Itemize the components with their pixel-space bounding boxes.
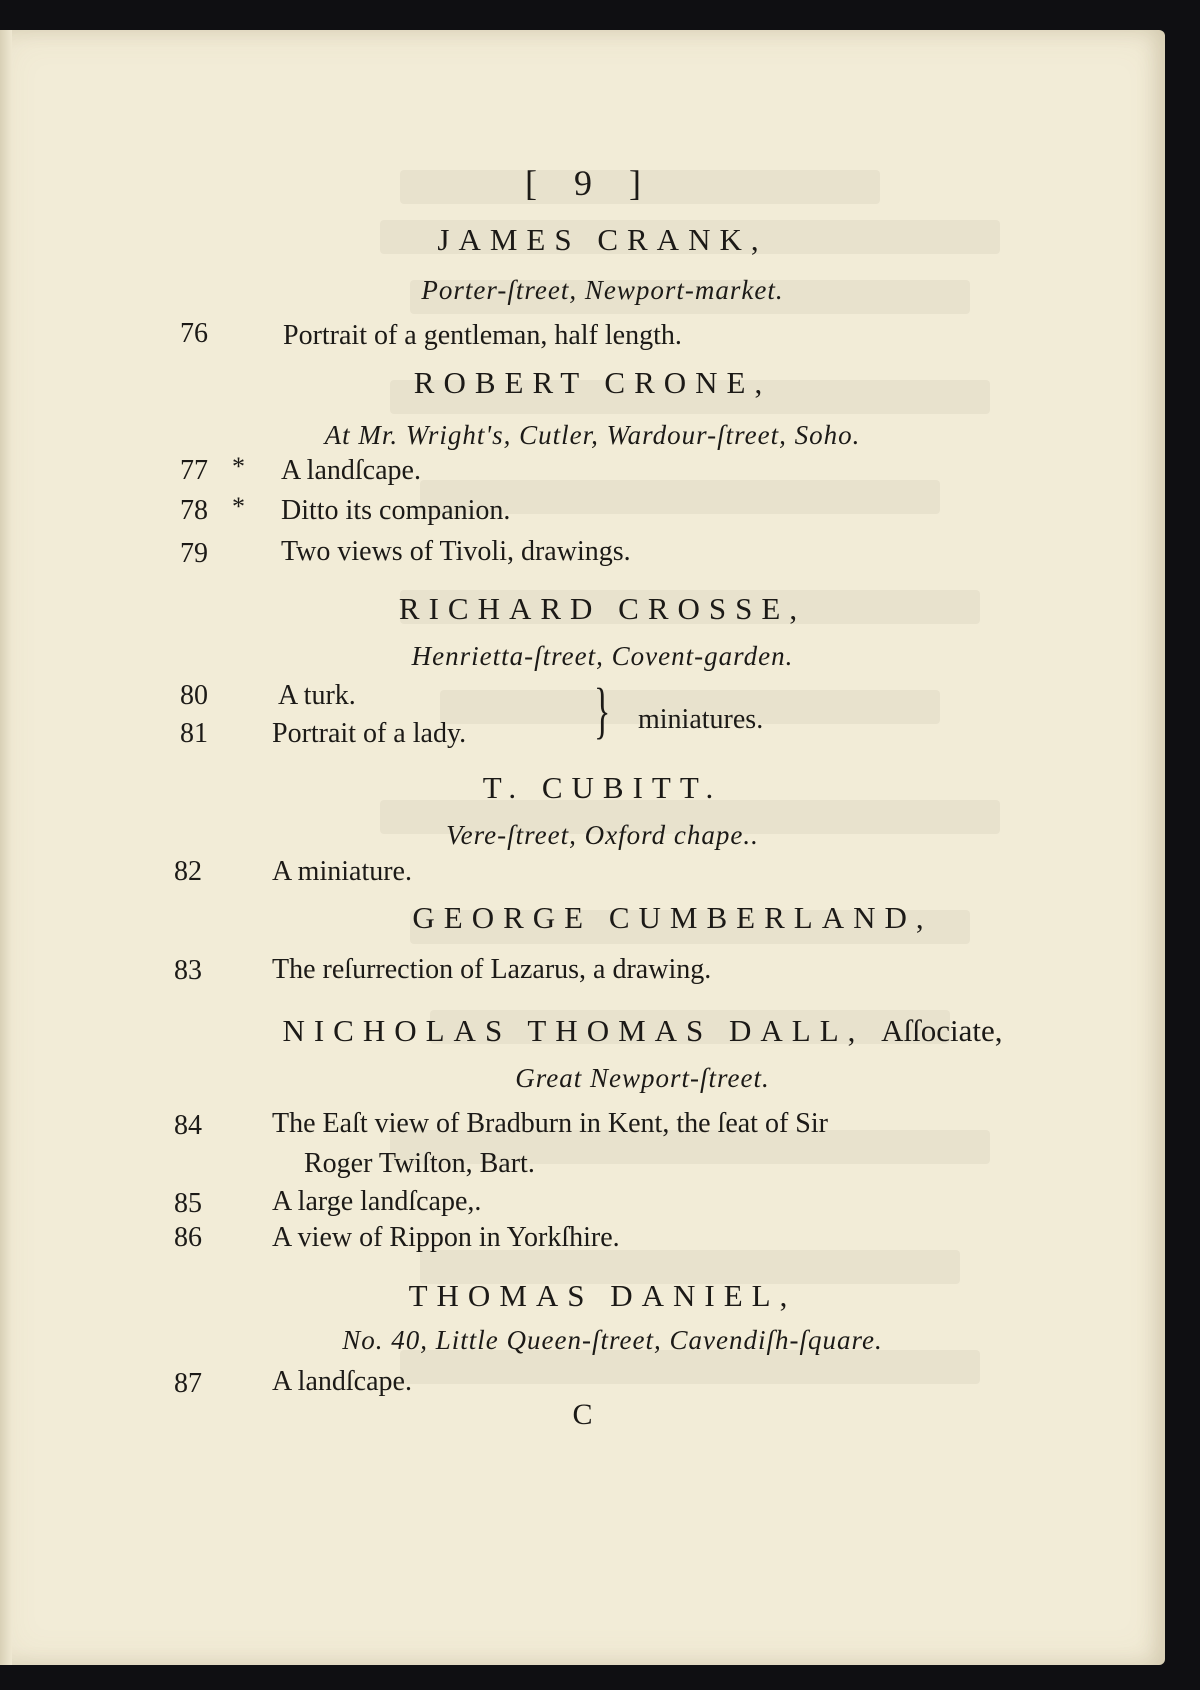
entry-number: 81 [180, 718, 208, 749]
entry-description-continued: Roger Twiſton, Bart. [304, 1148, 535, 1179]
artist-name: THOMAS DANIEL, [408, 1278, 797, 1313]
entry-number: 83 [174, 955, 202, 986]
entry-description: The Eaſt view of Bradburn in Kent, the ſeat of Sir [272, 1108, 828, 1139]
entry-description: A landſcape. [272, 1366, 412, 1397]
entry-number: 84 [174, 1110, 202, 1141]
entry-number: 87 [174, 1368, 202, 1399]
entry-mark: * [232, 452, 245, 481]
entry-description: A large landſcape,. [272, 1186, 482, 1217]
entry-number: 86 [174, 1222, 202, 1253]
artist-heading [0, 1013, 1200, 1049]
page-number: [ 9 ] [525, 163, 655, 203]
artist-address: No. 40, Little Queen-ſtreet, Cavendiſh-ſquare. [342, 1325, 883, 1355]
entry-mark: * [232, 492, 245, 521]
artist-name: RICHARD CROSSE, [398, 591, 807, 626]
artist-title: Aſſociate, [881, 1013, 1003, 1048]
artist-address: At Mr. Wright's, Cutler, Wardour-ſtreet, Soho. [324, 420, 861, 450]
artist-name: GEORGE CUMBERLAND, [412, 900, 933, 935]
entry-number: 78 [180, 495, 208, 526]
entry-description: A view of Rippon in Yorkſhire. [272, 1222, 620, 1253]
brace-glyph: } [594, 677, 611, 745]
artist-name: JAMES CRANK, [437, 222, 768, 257]
artist-name: ROBERT CRONE, [413, 365, 772, 400]
entry-description: Two views of Tivoli, drawings. [281, 536, 631, 567]
entry-description: The reſurrection of Lazarus, a drawing. [272, 954, 712, 985]
entry-description: Portrait of a gentleman, half length. [283, 320, 682, 351]
entry-number: 79 [180, 538, 208, 569]
artist-address: Great Newport-ſtreet. [515, 1063, 770, 1093]
entry-description: A miniature. [272, 856, 412, 887]
entry-description: Portrait of a lady. [272, 718, 467, 749]
artist-name: NICHOLAS THOMAS DALL, [282, 1013, 865, 1048]
artist-address: Porter-ſtreet, Newport-market. [421, 275, 784, 305]
signature-mark: C [572, 1398, 593, 1431]
artist-name: T. CUBITT. [482, 770, 723, 805]
entry-description: Ditto its companion. [281, 495, 511, 526]
entry-number: 77 [180, 455, 208, 486]
artist-address: Vere-ſtreet, Oxford chape.. [446, 820, 759, 850]
entry-description: A turk. [278, 680, 356, 711]
artist-address: Henrietta-ſtreet, Covent-garden. [411, 641, 794, 671]
entry-number: 85 [174, 1188, 202, 1219]
entry-number: 82 [174, 856, 202, 887]
entry-description: A landſcape. [281, 455, 421, 486]
entry-number: 80 [180, 680, 208, 711]
entry-group-note: miniatures. [638, 704, 764, 735]
entry-number: 76 [180, 318, 208, 349]
